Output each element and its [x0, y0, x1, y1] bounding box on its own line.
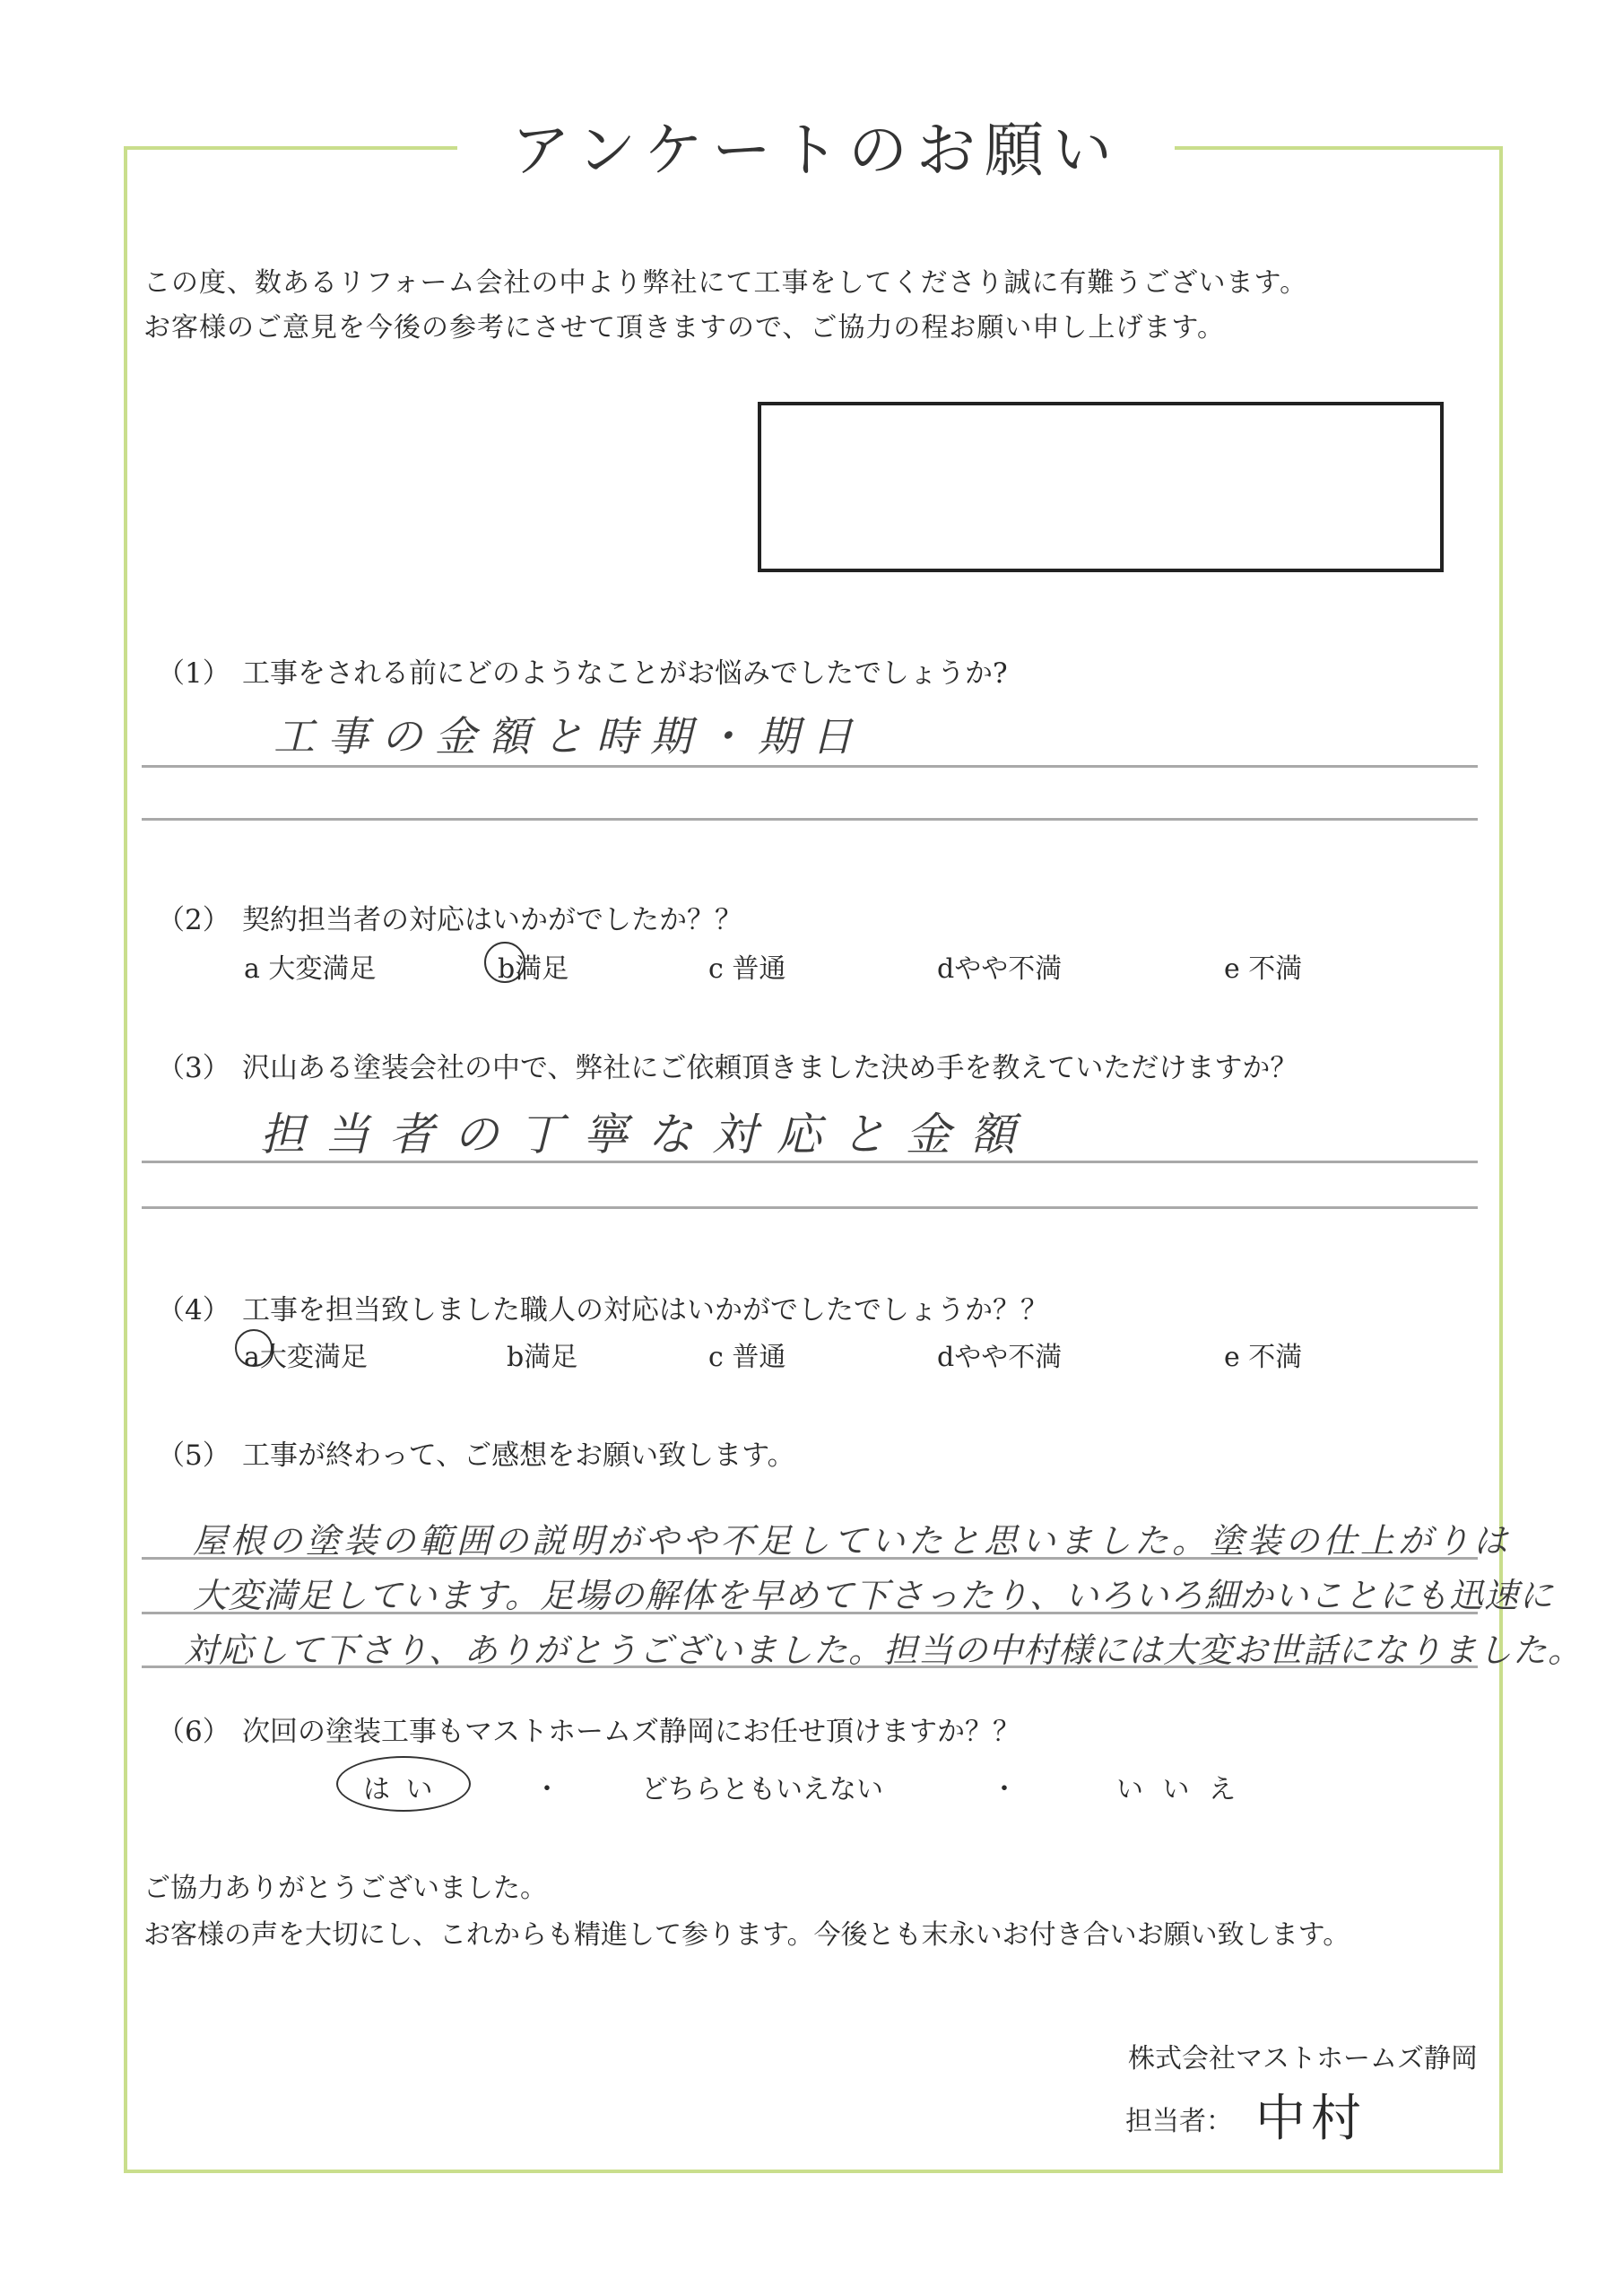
question-6-option-yes[interactable]: は い [363, 1774, 437, 1805]
question-1 [157, 650, 1008, 691]
answer-rule [142, 1612, 1478, 1614]
company-name: 株式会社マストホームズ静岡 [1128, 2043, 1478, 2074]
question-4-text: 工事を担当致しました職人の対応はいかがでしたでしょうか？？ [242, 1294, 1048, 1326]
closing-line-2: お客様の声を大切にし、これからも精進して参ります。今後とも末永いお付き合いお願い致します。 [143, 1919, 1350, 1951]
question-2-text: 契約担当者の対応はいかがでしたか？？ [242, 904, 742, 936]
question-3-number: （3） [157, 1052, 230, 1084]
question-2-option-c[interactable]: c 普通 [708, 953, 786, 985]
question-4-option-c[interactable]: c 普通 [708, 1342, 786, 1373]
question-4-option-e[interactable]: e 不満 [1224, 1342, 1303, 1373]
question-1-number: （1） [157, 657, 230, 690]
question-5-answer-line-1: 屋根の塗装の範囲の説明がやや不足していたと思いました。塗装の仕上がりは [193, 1521, 1512, 1561]
page-title: アンケートのお願い [457, 106, 1175, 196]
question-5-number: （5） [157, 1439, 230, 1472]
answer-rule [142, 1665, 1478, 1668]
question-6-separator: ・ [534, 1774, 560, 1805]
question-1-answer: 工事の金額と時期・期日 [273, 712, 865, 761]
answer-rule [142, 1206, 1478, 1209]
question-4-option-b[interactable]: b満足 [507, 1342, 578, 1373]
question-2-number: （2） [157, 904, 230, 936]
question-6-text: 次回の塗装工事もマストホームズ静岡にお任せ頂けますか？？ [242, 1716, 1020, 1748]
staff-label: 担当者： [1125, 2106, 1233, 2137]
question-3 [157, 1045, 1298, 1085]
question-4-option-a[interactable]: a大変満足 [244, 1342, 368, 1373]
intro-line-1: この度、数あるリフォーム会社の中より弊社にて工事をしてくださり誠に有難うございます。 [143, 267, 1308, 299]
question-2-option-b[interactable]: b満足 [498, 953, 569, 985]
question-5-text: 工事が終わって、ご感想をお願い致します。 [242, 1439, 795, 1472]
question-3-answer: 担当者の丁寧な対応と金額 [260, 1109, 1035, 1161]
question-5-answer-line-3: 対応して下さり、ありがとうございました。担当の中村様には大変お世話になりました。 [184, 1631, 1584, 1670]
question-6-option-no[interactable]: い い え [1116, 1774, 1242, 1805]
question-6-option-neither[interactable]: どちらともいえない [641, 1774, 883, 1805]
question-2-option-d[interactable]: dやや不満 [937, 953, 1063, 985]
answer-rule [142, 765, 1478, 768]
question-5 [157, 1432, 795, 1473]
question-5-answer-line-2: 大変満足しています。足場の解体を早めて下さったり、いろいろ細かいことにも迅速に [193, 1576, 1554, 1615]
question-2-option-a[interactable]: a 大変満足 [244, 953, 377, 985]
answer-rule [142, 818, 1478, 821]
question-2 [157, 897, 742, 937]
staff-signature: 中村 [1255, 2090, 1367, 2148]
customer-name-box [758, 402, 1444, 572]
question-4-number: （4） [157, 1294, 230, 1326]
answer-rule [142, 1161, 1478, 1163]
question-1-text: 工事をされる前にどのようなことがお悩みでしたでしょうか? [242, 657, 1008, 690]
question-3-text: 沢山ある塗装会社の中で、弊社にご依頼頂きました決め手を教えていただけますか？ [242, 1052, 1298, 1084]
question-6-number: （6） [157, 1716, 230, 1748]
question-6 [157, 1709, 1020, 1749]
question-6-separator: ・ [991, 1774, 1018, 1805]
question-4-option-d[interactable]: dやや不満 [937, 1342, 1063, 1373]
answer-rule [142, 1557, 1478, 1560]
question-4 [157, 1287, 1048, 1327]
intro-line-2: お客様のご意見を今後の参考にさせて頂きますので、ご協力の程お願い申し上げます。 [143, 312, 1225, 344]
closing-line-1: ご協力ありがとうございました。 [143, 1873, 547, 1904]
question-2-option-e[interactable]: e 不満 [1224, 953, 1303, 985]
